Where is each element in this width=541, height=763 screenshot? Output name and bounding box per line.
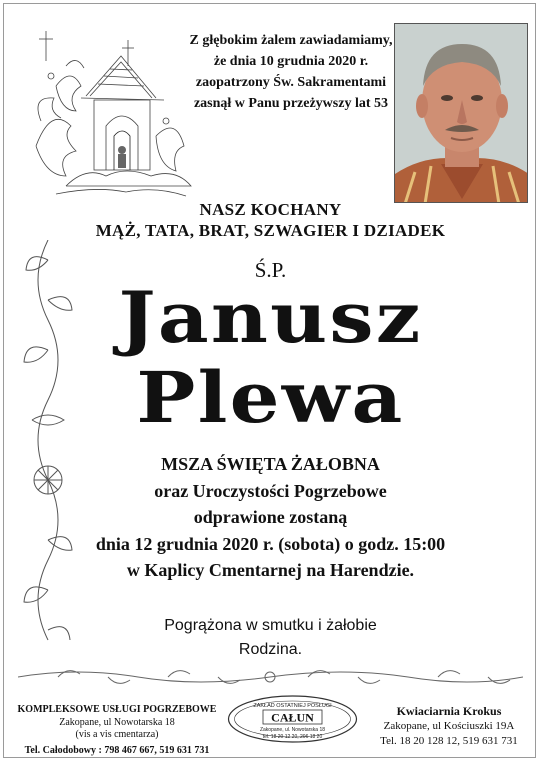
service-line-3: odprawione zostaną <box>193 507 348 527</box>
family-line-1: Pogrążona w smutku i żałobie <box>164 617 377 634</box>
sp-label: Ś.P. <box>254 258 287 282</box>
last-name: Plewa <box>136 356 405 439</box>
first-name: Janusz <box>118 276 423 359</box>
florist-name: Kwiaciarnia Krokus <box>396 704 502 718</box>
florist-address: Zakopane, ul Kościuszki 19A <box>383 720 515 732</box>
stamp-tel: tel. 18 20 12 20, 206 18 20 <box>262 734 323 740</box>
funeral-home-note: (vis a vis cmentarza) <box>75 729 159 740</box>
family-line-2: Rodzina. <box>238 641 303 658</box>
intro-line-4: zasnął w Panu przeżywszy lat 53 <box>193 96 389 111</box>
intro-line-2: że dnia 10 grudnia 2020 r. <box>213 54 369 69</box>
calun-stamp-logo <box>225 694 360 744</box>
portrait-photo <box>394 23 528 203</box>
service-line-1: MSZA ŚWIĘTA ŻAŁOBNA <box>161 454 380 474</box>
funeral-home-name: KOMPLEKSOWE USŁUGI POGRZEBOWE <box>17 704 217 715</box>
stamp-address: Zakopane, ul. Nowotarska 18 <box>259 727 326 733</box>
heading-line-2: MĄŻ, TATA, BRAT, SZWAGIER I DZIADEK <box>95 221 446 240</box>
heading-line-1: NASZ KOCHANY <box>199 200 342 219</box>
service-line-4: dnia 12 grudnia 2020 r. (sobota) o godz. 15:00 <box>95 533 446 554</box>
stamp-top-text: ZAKŁAD OSTATNIEJ POSŁUGI <box>253 703 332 709</box>
intro-line-1: Z głębokim żalem zawiadamiamy, <box>189 33 393 48</box>
portrait-icon <box>395 24 528 203</box>
florist-phone: Tel. 18 20 128 12, 519 631 731 <box>380 735 518 747</box>
chapel-sketch-image <box>26 26 196 206</box>
service-line-5: w Kaplicy Cmentarnej na Harendzie. <box>126 560 415 580</box>
funeral-home-info <box>12 704 222 757</box>
florist-info <box>363 704 535 749</box>
service-line-2: oraz Uroczystości Pogrzebowe <box>154 480 387 501</box>
family-signature <box>0 614 541 662</box>
service-details <box>0 451 541 584</box>
funeral-home-address: Zakopane, ul Nowotarska 18 <box>59 716 175 728</box>
floral-divider-icon <box>18 662 523 692</box>
stamp-name: CAŁUN <box>271 710 314 725</box>
funeral-home-phone: Tel. Całodobowy : 798 467 667, 519 631 731 <box>24 744 210 756</box>
intro-line-3: zaopatrzony Św. Sakramentami <box>195 75 387 90</box>
intro-text <box>180 30 402 114</box>
